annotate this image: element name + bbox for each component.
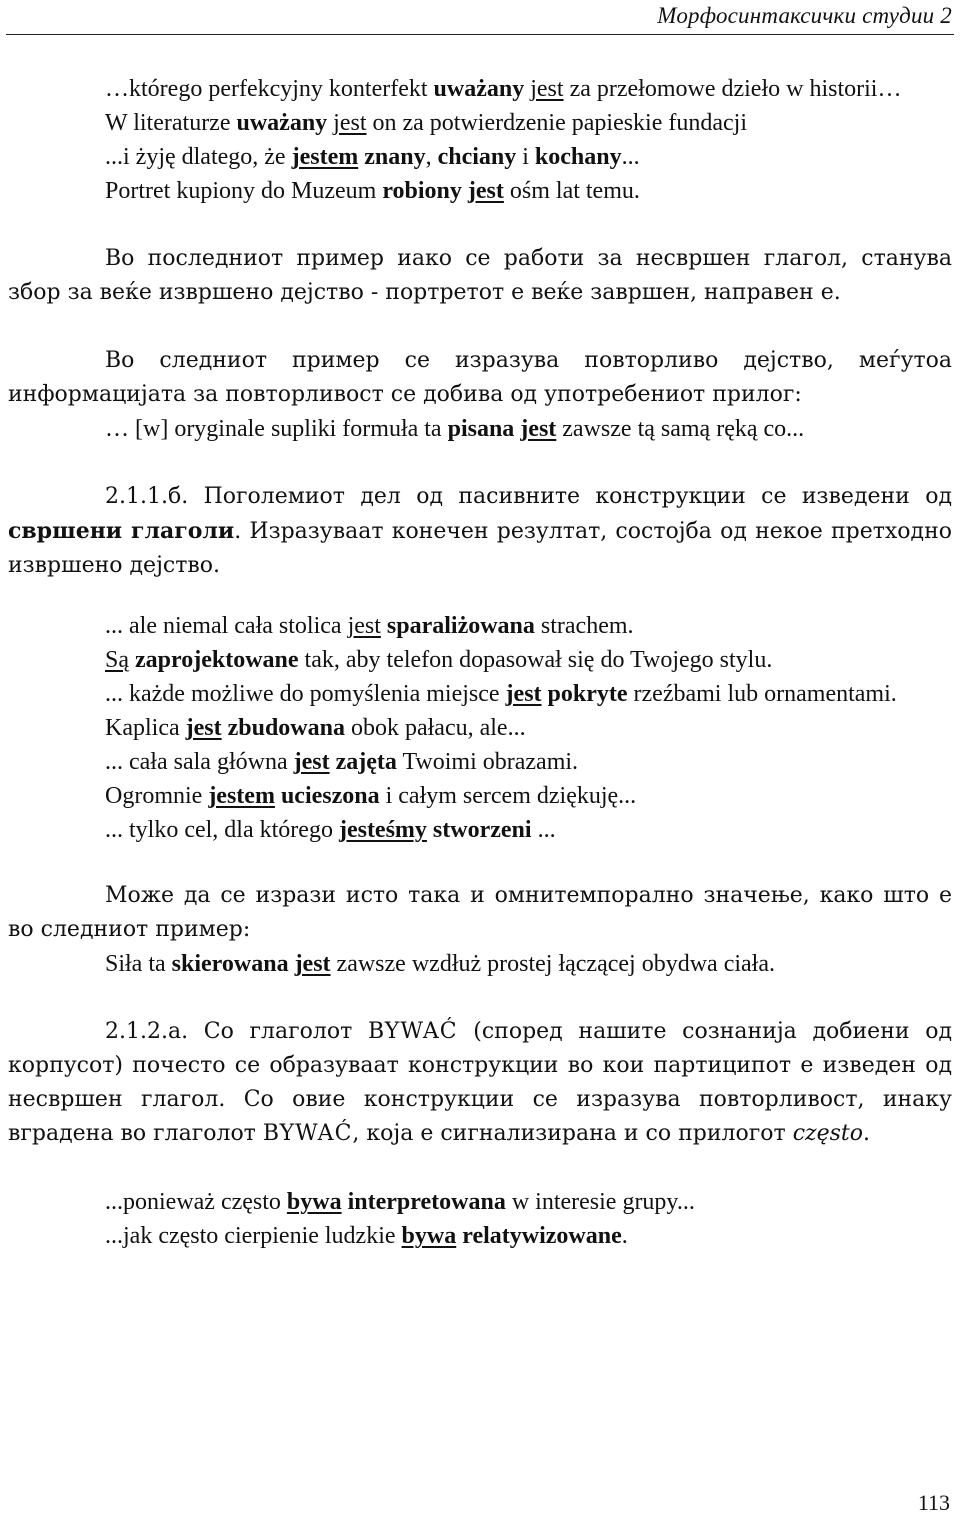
example-line: ...ponieważ często bywa interpretowana w interesie grupy... <box>105 1189 695 1215</box>
example-line: ... każde możliwe do pomyślenia miejsce jest pokryte rzeźbami lub ornamentami. <box>105 681 897 707</box>
example-line: ...jak często cierpienie ludzkie bywa relatywizowane. <box>105 1223 628 1249</box>
paragraph: Во следниот пример се изразува повторливо дејство, меѓутоа информацијата за повторливост се добива од употребениот прилог: <box>8 348 952 407</box>
example-line: ... tylko cel, dla którego jesteśmy stworzeni ... <box>105 817 556 843</box>
example-line: Siła ta skierowana jest zawsze wzdłuż prostej łączącej obydwa ciała. <box>105 951 775 977</box>
example-line: Portret kupiony do Muzeum robiony jest ośm lat temu. <box>105 178 640 204</box>
verb-bywac: BYWAĆ <box>368 1019 458 1044</box>
paragraph: 2.1.1.б. Поголемиот дел од пасивните конструкции се изведени од свршени глаголи. Изразуваат конечен резултат, состојба од некое претходно извршено дејство. <box>8 484 952 578</box>
example-line: ...i żyję dlatego, że jestem znany, chciany i kochany... <box>105 144 640 170</box>
example-line: W literaturze uważany jest on za potwierdzenie papieskie fundacji <box>105 110 748 136</box>
header-rule <box>6 34 954 35</box>
example-line: Są zaprojektowane tak, aby telefon dopasował się do Twojego stylu. <box>105 647 773 673</box>
running-header <box>0 0 960 36</box>
example-line: …którego perfekcyjny konterfekt uważany jest za przełomowe dzieło w historii… <box>105 76 902 102</box>
running-title: Морфосинтаксички студии 2 <box>657 3 952 28</box>
example-line: ... ale niemal cała stolica jest sparaliżowana strachem. <box>105 613 634 639</box>
paragraph: 2.1.2.а. Со глаголот BYWAĆ (според нашите сознанија добиени од корпусот) почесто се образуваат конструкции во кои партиципот е изведен од несвршен глагол. Со овие конструкции се изразува повторливост, инаку вградена во глаголот BYWAĆ, која е сигнализирана и со прилогот często. <box>8 1019 952 1146</box>
page-body <box>8 72 952 1253</box>
example-continuation: w historii… <box>786 76 902 102</box>
paragraph: Може да се изрази исто така и омнитемпорално значење, како што е во следниот пример: <box>8 883 952 942</box>
verb-bywac: BYWAĆ <box>262 1121 353 1146</box>
page-number: 113 <box>917 1490 950 1515</box>
example-line: ... cała sala główna jest zajęta Twoimi obrazami. <box>105 749 579 775</box>
paragraph: Во последниот пример иако се работи за несвршен глагол, станува збор за веќе извршено дејство - портретот е веќе завршен, направен е. <box>8 246 952 305</box>
example-line: … [w] oryginale supliki formuła ta pisana jest zawsze tą samą ręką co... <box>105 416 805 442</box>
example-line: Ogromnie jestem ucieszona i całym sercem dziękuję... <box>105 783 637 809</box>
example-line: Kaplica jest zbudowana obok pałacu, ale... <box>105 715 526 741</box>
